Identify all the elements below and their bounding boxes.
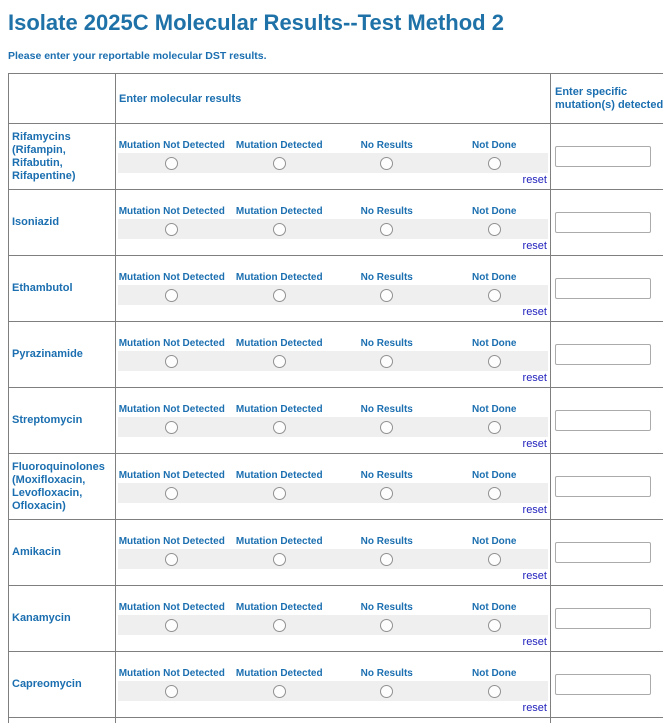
results-cell [116, 718, 551, 723]
option-label-no-results: No Results [360, 272, 413, 283]
option-label-mutation-not-detected: Mutation Not Detected [118, 140, 225, 151]
radio-mutation-detected[interactable] [273, 289, 286, 302]
radio-not-done[interactable] [488, 487, 501, 500]
radio-mutation-not-detected[interactable] [165, 421, 178, 434]
option-label-no-results: No Results [360, 668, 413, 679]
mutation-cell [551, 322, 663, 388]
reset-row [118, 305, 548, 318]
option-labels [118, 454, 548, 483]
radio-strip [118, 549, 548, 569]
drug-row-fluoroquinolones [9, 454, 663, 520]
radio-strip [118, 285, 548, 305]
reset-link[interactable]: reset [522, 438, 547, 450]
column-header-mutation: Enter specific mutation(s) detected [551, 74, 663, 124]
results-cell [116, 586, 551, 652]
reset-row [118, 173, 548, 186]
reset-row [118, 239, 548, 252]
radio-strip [118, 219, 548, 239]
results-cell [116, 454, 551, 520]
option-label-mutation-not-detected: Mutation Not Detected [118, 404, 225, 415]
radio-strip [118, 615, 548, 635]
drug-row-kanamycin [9, 586, 663, 652]
radio-mutation-detected[interactable] [273, 685, 286, 698]
radio-mutation-detected[interactable] [273, 487, 286, 500]
mutation-input[interactable] [555, 542, 651, 563]
option-label-mutation-detected: Mutation Detected [235, 272, 323, 283]
option-labels [118, 190, 548, 219]
drug-row-streptomycin [9, 388, 663, 454]
option-labels [118, 124, 548, 153]
reset-row [118, 635, 548, 648]
radio-mutation-not-detected[interactable] [165, 487, 178, 500]
radio-mutation-detected[interactable] [273, 355, 286, 368]
option-label-not-done: Not Done [472, 272, 517, 283]
drug-name: Pyrazinamide [9, 322, 116, 388]
radio-mutation-not-detected[interactable] [165, 685, 178, 698]
results-cell [116, 124, 551, 190]
option-labels [118, 652, 548, 681]
option-label-not-done: Not Done [472, 404, 517, 415]
reset-link[interactable]: reset [522, 702, 547, 714]
mutation-input[interactable] [555, 146, 651, 167]
radio-mutation-detected[interactable] [273, 157, 286, 170]
results-cell [116, 652, 551, 718]
reset-link[interactable]: reset [522, 306, 547, 318]
results-cell [116, 256, 551, 322]
option-label-mutation-detected: Mutation Detected [235, 140, 323, 151]
mutation-input[interactable] [555, 278, 651, 299]
radio-not-done[interactable] [488, 619, 501, 632]
option-label-mutation-detected: Mutation Detected [235, 470, 323, 481]
option-label-mutation-not-detected: Mutation Not Detected [118, 602, 225, 613]
drug-name: Rifamycins (Rifampin, Rifabutin, Rifapentine) [9, 124, 116, 190]
reset-row [118, 701, 548, 714]
option-label-mutation-detected: Mutation Detected [235, 404, 323, 415]
radio-strip [118, 681, 548, 701]
radio-not-done[interactable] [488, 685, 501, 698]
radio-not-done[interactable] [488, 421, 501, 434]
mutation-cell [551, 124, 663, 190]
reset-link[interactable]: reset [522, 240, 547, 252]
radio-no-results[interactable] [380, 421, 393, 434]
drug-name: Fluoroquinolones (Moxifloxacin, Levofloxacin, Ofloxacin) [9, 454, 116, 520]
option-label-mutation-not-detected: Mutation Not Detected [118, 536, 225, 547]
page-title: Isolate 2025C Molecular Results--Test Method 2 [8, 10, 504, 35]
option-label-mutation-detected: Mutation Detected [235, 206, 323, 217]
mutation-cell [551, 652, 663, 718]
option-label-mutation-not-detected: Mutation Not Detected [118, 338, 225, 349]
option-label-mutation-detected: Mutation Detected [235, 602, 323, 613]
results-cell [116, 190, 551, 256]
mutation-input[interactable] [555, 608, 651, 629]
option-label-not-done: Not Done [472, 140, 517, 151]
reset-link[interactable]: reset [522, 174, 547, 186]
option-label-mutation-detected: Mutation Detected [235, 668, 323, 679]
option-label-no-results: No Results [360, 140, 413, 151]
option-label-mutation-detected: Mutation Detected [235, 338, 323, 349]
drug-name: Amikacin [9, 520, 116, 586]
reset-link[interactable]: reset [522, 372, 547, 384]
option-label-no-results: No Results [360, 206, 413, 217]
option-label-mutation-not-detected: Mutation Not Detected [118, 206, 225, 217]
reset-row [118, 371, 548, 384]
page-subtitle: Please enter your reportable molecular DST results. [8, 50, 267, 62]
drug-row-rifamycins [9, 124, 663, 190]
radio-strip [118, 153, 548, 173]
header-empty-cell [9, 74, 116, 124]
drug-row-ethambutol [9, 256, 663, 322]
option-label-not-done: Not Done [472, 206, 517, 217]
option-labels [118, 322, 548, 351]
mutation-cell [551, 190, 663, 256]
mutation-cell [551, 520, 663, 586]
option-label-mutation-detected: Mutation Detected [235, 536, 323, 547]
option-label-no-results: No Results [360, 338, 413, 349]
radio-no-results[interactable] [380, 487, 393, 500]
mutation-cell [551, 454, 663, 520]
radio-not-done[interactable] [488, 355, 501, 368]
drug-name [9, 718, 116, 723]
reset-row [118, 437, 548, 450]
molecular-results-table [8, 73, 663, 723]
option-label-not-done: Not Done [472, 470, 517, 481]
option-label-no-results: No Results [360, 470, 413, 481]
mutation-input[interactable] [555, 674, 651, 695]
drug-name: Streptomycin [9, 388, 116, 454]
drug-row-amikacin [9, 520, 663, 586]
reset-link[interactable]: reset [522, 504, 547, 516]
radio-no-results[interactable] [380, 685, 393, 698]
reset-link[interactable]: reset [522, 636, 547, 648]
mutation-cell [551, 388, 663, 454]
results-cell [116, 520, 551, 586]
option-label-mutation-not-detected: Mutation Not Detected [118, 668, 225, 679]
radio-strip [118, 351, 548, 371]
drug-name: Ethambutol [9, 256, 116, 322]
radio-not-done[interactable] [488, 289, 501, 302]
radio-strip [118, 483, 548, 503]
radio-not-done[interactable] [488, 553, 501, 566]
option-label-mutation-not-detected: Mutation Not Detected [118, 470, 225, 481]
mutation-cell [551, 718, 663, 723]
radio-mutation-detected[interactable] [273, 619, 286, 632]
table-header-row [9, 74, 663, 124]
option-label-not-done: Not Done [472, 668, 517, 679]
drug-name: Capreomycin [9, 652, 116, 718]
radio-mutation-not-detected[interactable] [165, 355, 178, 368]
reset-row [118, 503, 548, 516]
radio-no-results[interactable] [380, 355, 393, 368]
drug-row-pyrazinamide [9, 322, 663, 388]
radio-not-done[interactable] [488, 157, 501, 170]
radio-no-results[interactable] [380, 553, 393, 566]
results-cell [116, 388, 551, 454]
radio-no-results[interactable] [380, 157, 393, 170]
option-labels [118, 256, 548, 285]
drug-name: Isoniazid [9, 190, 116, 256]
option-label-no-results: No Results [360, 404, 413, 415]
option-label-no-results: No Results [360, 536, 413, 547]
radio-mutation-detected[interactable] [273, 421, 286, 434]
radio-strip [118, 417, 548, 437]
radio-mutation-not-detected[interactable] [165, 223, 178, 236]
option-label-not-done: Not Done [472, 338, 517, 349]
mutation-input[interactable] [555, 212, 651, 233]
radio-mutation-detected[interactable] [273, 223, 286, 236]
drug-row-isoniazid [9, 190, 663, 256]
option-label-no-results: No Results [360, 602, 413, 613]
option-labels [118, 520, 548, 549]
radio-mutation-detected[interactable] [273, 553, 286, 566]
drug-row-partial [9, 718, 663, 723]
mutation-input[interactable] [555, 344, 651, 365]
option-label-mutation-not-detected: Mutation Not Detected [118, 272, 225, 283]
radio-no-results[interactable] [380, 289, 393, 302]
radio-no-results[interactable] [380, 619, 393, 632]
drug-name: Kanamycin [9, 586, 116, 652]
option-label-not-done: Not Done [472, 536, 517, 547]
radio-mutation-not-detected[interactable] [165, 619, 178, 632]
radio-mutation-not-detected[interactable] [165, 553, 178, 566]
results-cell [116, 322, 551, 388]
mutation-input[interactable] [555, 410, 651, 431]
mutation-cell [551, 586, 663, 652]
radio-mutation-not-detected[interactable] [165, 157, 178, 170]
option-label-not-done: Not Done [472, 602, 517, 613]
column-header-results: Enter molecular results [116, 74, 551, 124]
reset-link[interactable]: reset [522, 570, 547, 582]
radio-not-done[interactable] [488, 223, 501, 236]
radio-no-results[interactable] [380, 223, 393, 236]
option-labels [118, 388, 548, 417]
reset-row [118, 569, 548, 582]
mutation-cell [551, 256, 663, 322]
drug-row-capreomycin [9, 652, 663, 718]
option-labels [118, 586, 548, 615]
radio-mutation-not-detected[interactable] [165, 289, 178, 302]
mutation-input[interactable] [555, 476, 651, 497]
